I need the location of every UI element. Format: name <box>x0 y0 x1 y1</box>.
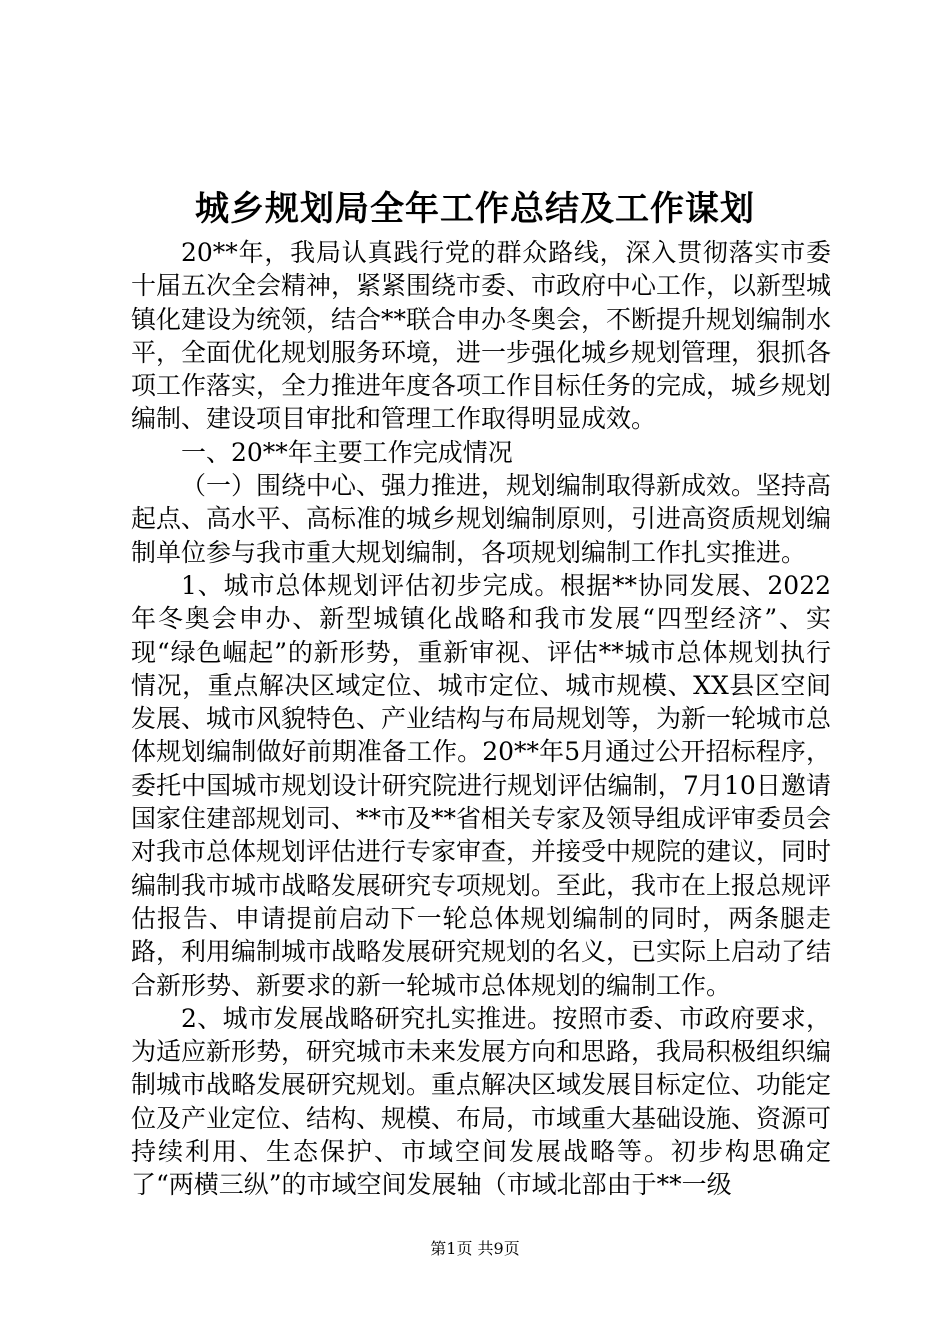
document-body <box>131 236 831 1202</box>
paragraph-subsection-1: （一）围绕中心、强力推进，规划编制取得新成效。坚持高起点、高水平、高标准的城乡规划编制原则，引进高资质规划编制单位参与我市重大规划编制，各项规划编制工作扎实推进。 <box>131 471 832 567</box>
paragraph-intro: 20**年，我局认真践行党的群众路线，深入贯彻落实市委十届五次全会精神，紧紧围绕市委、市政府中心工作，以新型城镇化建设为统领，结合**联合申办冬奥会，不断提升规划编制水平，全面优化规划服务环境，进一步强化城乡规划管理，狠抓各项工作落实，全力推进年度各项工作目标任务的完成，城乡规划编制、建设项目审批和管理工作取得明显成效。 <box>131 238 832 434</box>
document-title: 城乡规划局全年工作总结及工作谋划 <box>195 189 755 229</box>
section-heading-1: 一、20**年主要工作完成情况 <box>181 437 513 467</box>
paragraph-item-2: 2、城市发展战略研究扎实推进。按照市委、市政府要求，为适应新形势，研究城市未来发展方向和思路，我局积极组织编制城市战略发展研究规划。重点解决区域发展目标定位、功能定位及产业定位、结构、规模、布局，市域重大基础设施、资源可持续利用、生态保护、市域空间发展战略等。初步构思确定了“两横三纵”的市域空间发展轴（市域北部由于**一级 <box>131 1003 832 1200</box>
page-number-footer: 第1页 共9页 <box>430 1239 520 1258</box>
paragraph-item-1: 1、城市总体规划评估初步完成。根据**协同发展、2022年冬奥会申办、新型城镇化战略和我市发展“四型经济”、实现“绿色崛起”的新形势，重新审视、评估**城市总体规划执行情况，重点解决区域定位、城市定位、城市规模、XX县区空间发展、城市风貌特色、产业结构与布局规划等，为新一轮城市总体规划编制做好前期准备工作。20**年5月通过公开招标程序，委托中国城市规划设计研究院进行规划评估编制，7月10日邀请国家住建部规划司、**市及**省相关专家及领导组成评审委员会对我市总体规划评估进行专家审查，并接受中规院的建议，同时编制我市城市战略发展研究专项规划。至此，我市在上报总规评估报告、申请提前启动下一轮总体规划编制的同时，两条腿走路，利用编制城市战略发展研究规划的名义，已实际上启动了结合新形势、新要求的新一轮城市总体规划的编制工作。 <box>131 570 832 1000</box>
